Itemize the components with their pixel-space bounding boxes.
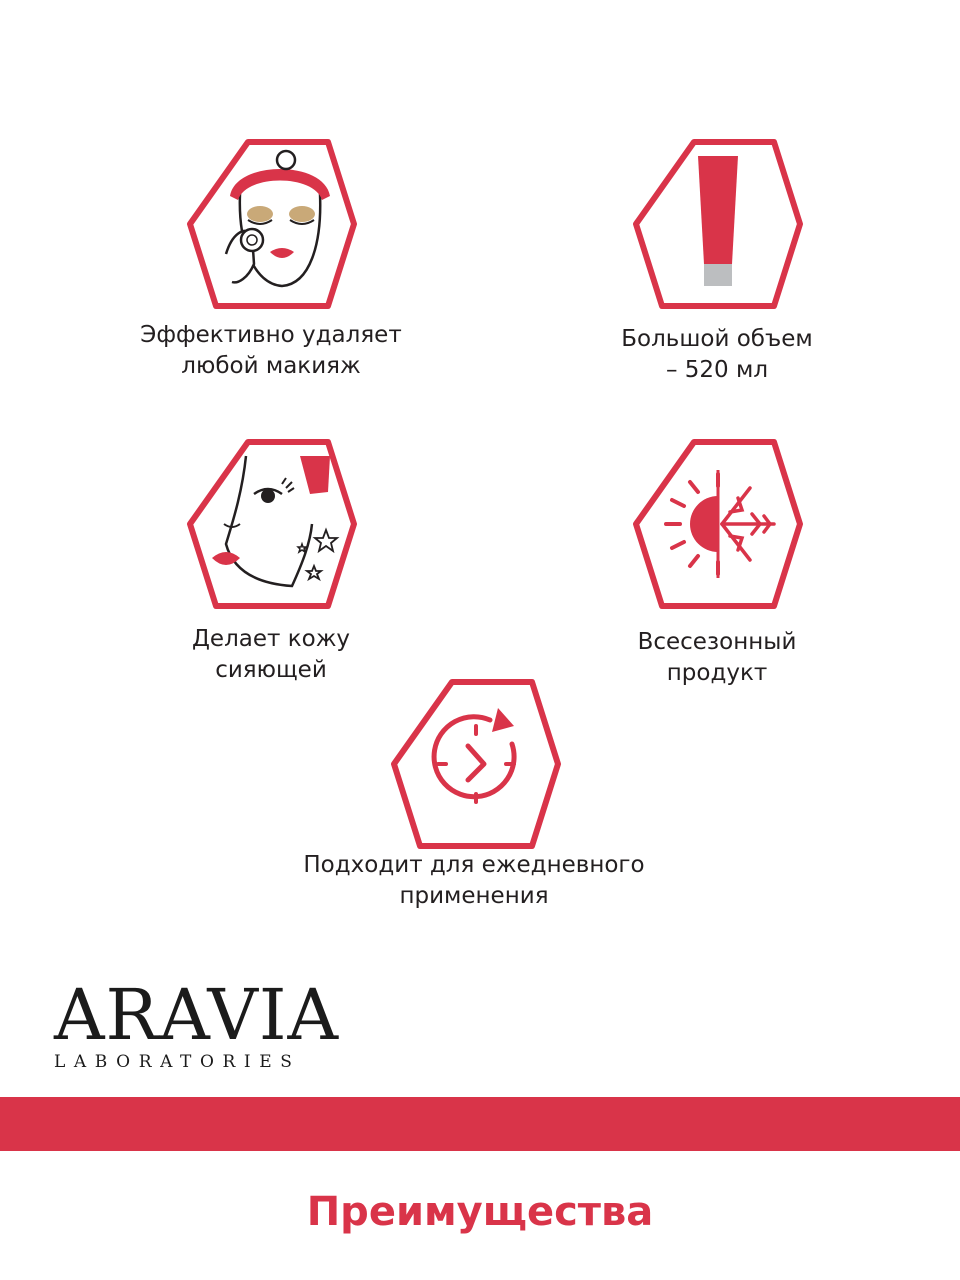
benefit-caption: Эффективно удаляет любой макияж (140, 322, 402, 379)
accent-banner (0, 1097, 960, 1151)
tube-icon (628, 134, 808, 314)
radiant-skin-face-icon (182, 434, 362, 614)
sun-snowflake-icon (628, 434, 808, 614)
brand-subtitle: LABORATORIES (54, 1052, 301, 1072)
page-title: Преимущества (306, 1189, 654, 1235)
benefit-caption: Делает кожу сияющей (191, 626, 351, 683)
brand-logo (54, 974, 340, 1072)
benefit-caption: Большой объем – 520 мл (621, 326, 813, 383)
benefit-caption: Всесезонный продукт (637, 629, 797, 686)
face-makeup-removal-icon (182, 134, 362, 314)
brand-name: ARAVIA (54, 974, 340, 1056)
daily-clock-icon (386, 674, 566, 854)
benefit-caption: Подходит для ежедневного применения (303, 852, 645, 909)
